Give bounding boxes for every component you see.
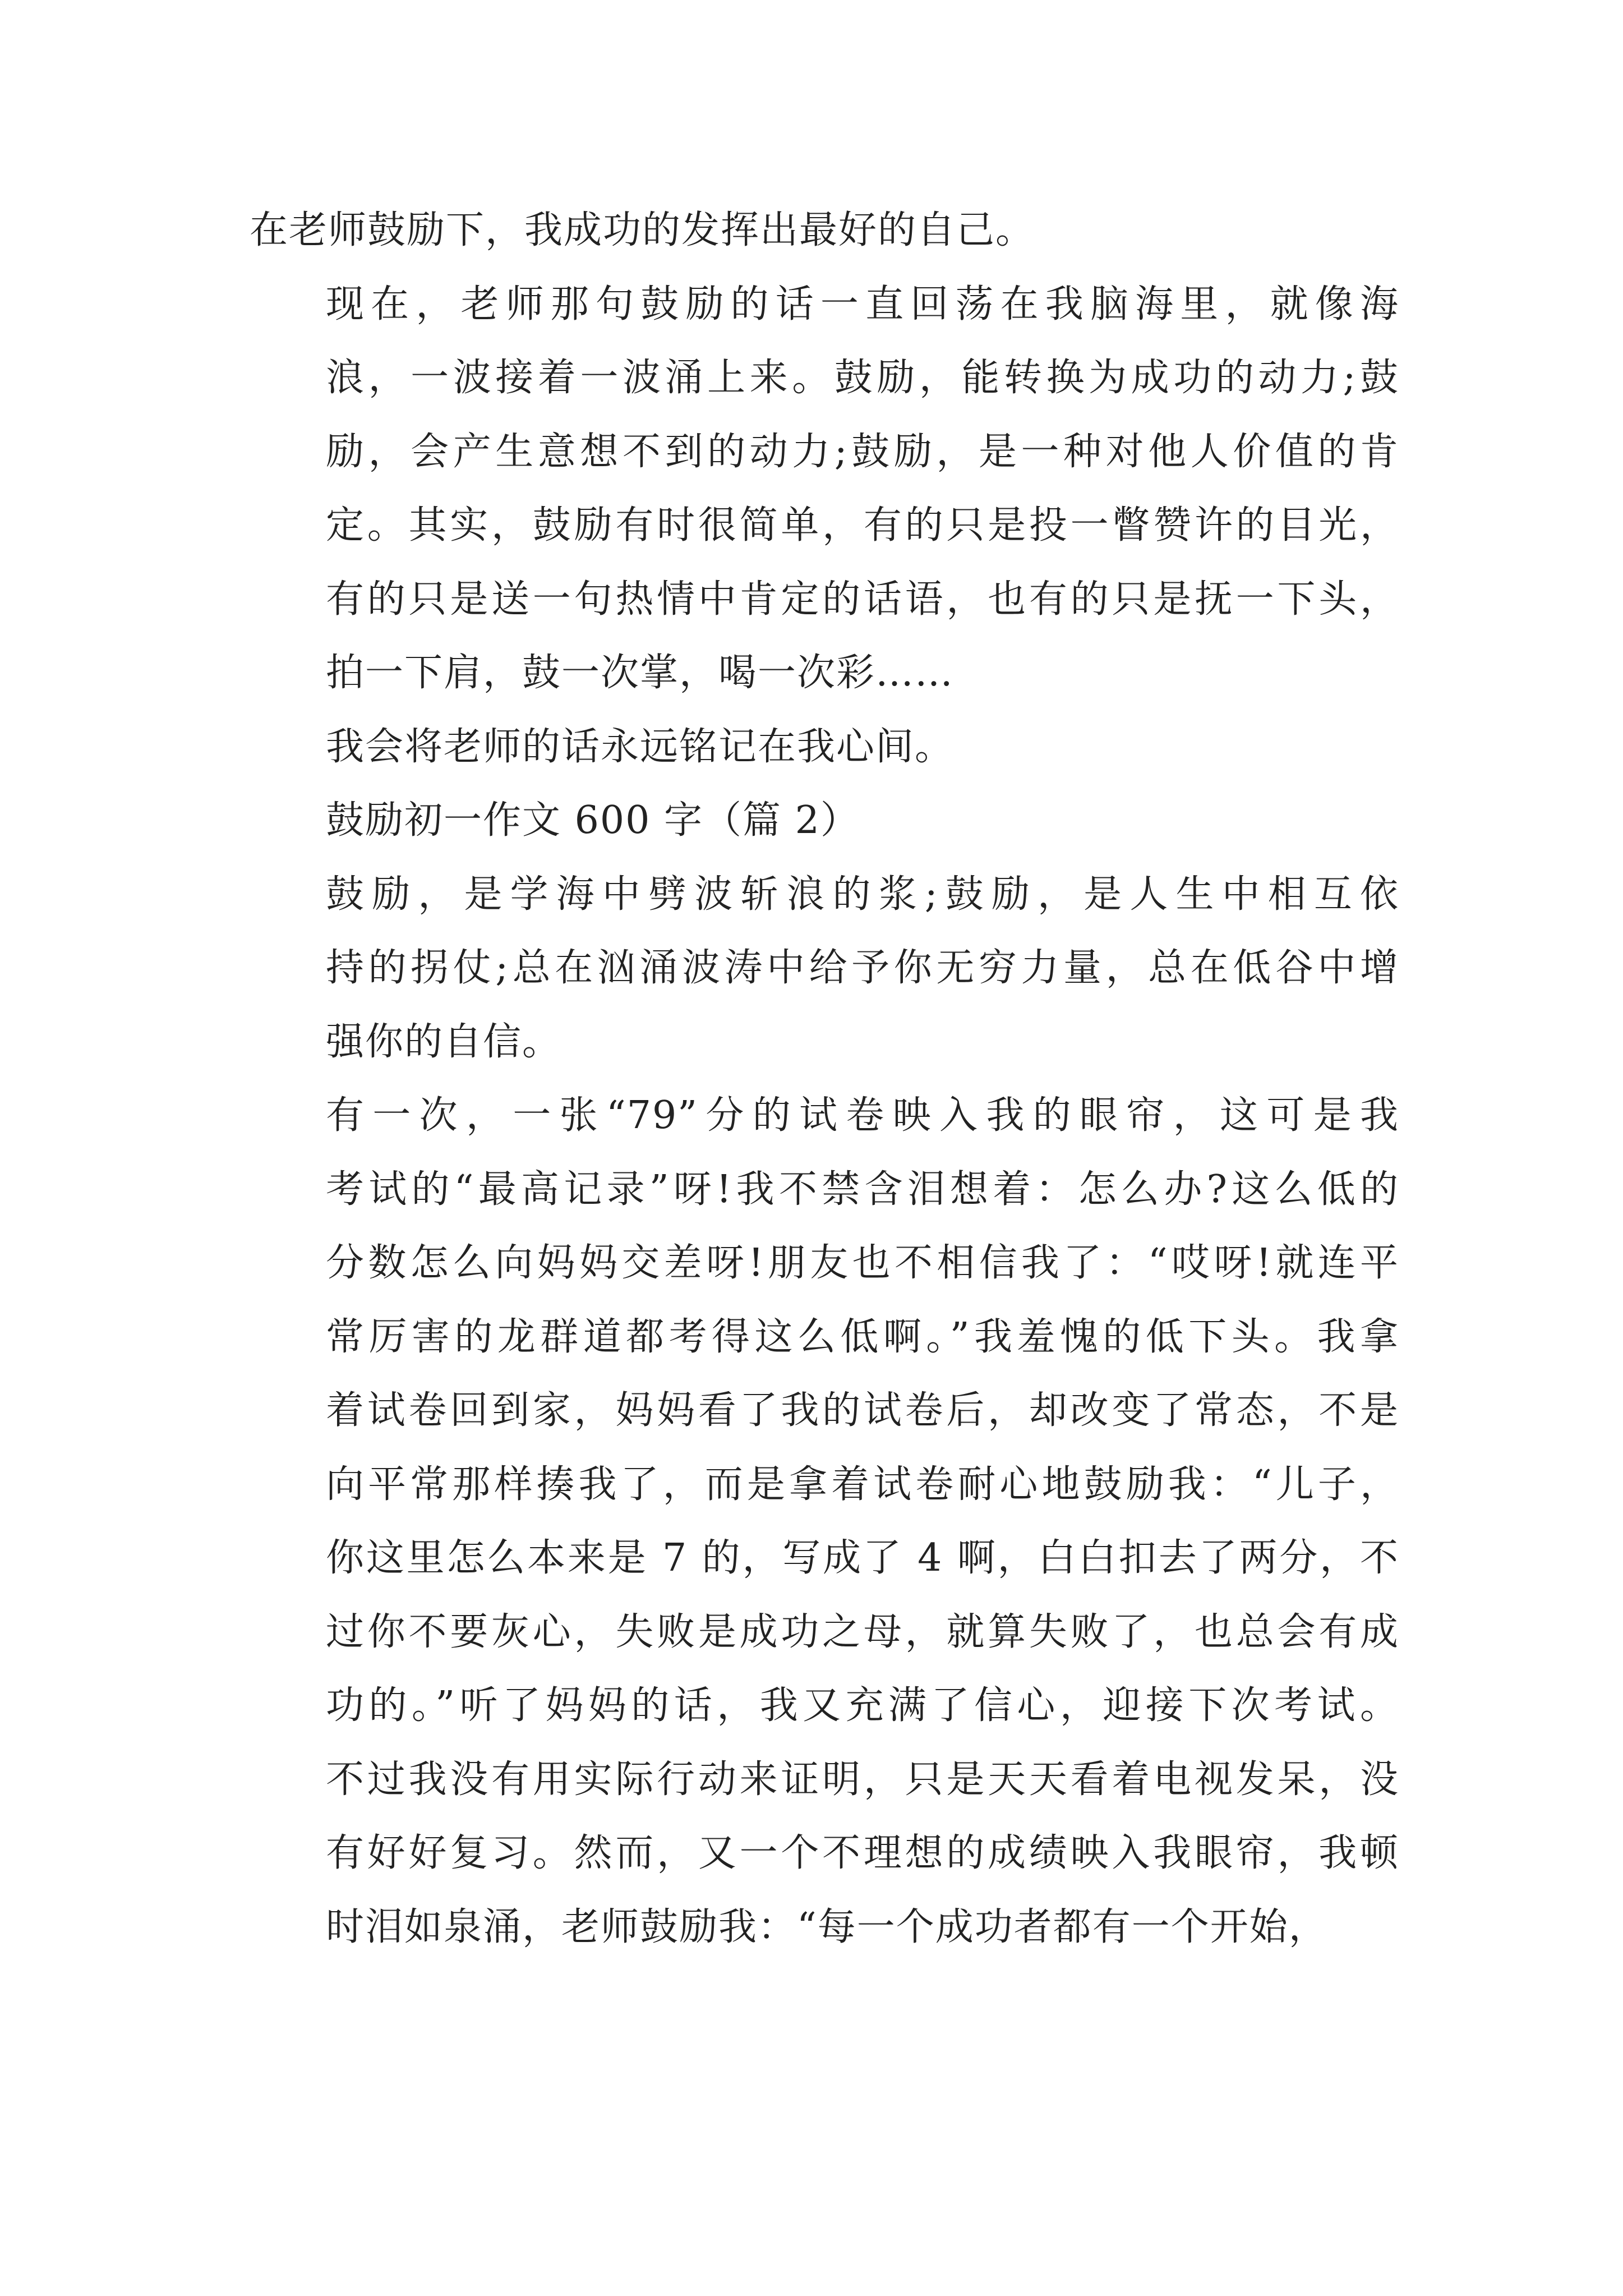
text-line: 有的只是送一句热情中肯定的话语，也有的只是抚一下头， (326, 577, 1399, 622)
text-line: 有一次，一张“79”分的试卷映入我的眼帘，这可是我 (326, 1093, 1399, 1138)
text-line: 持的拐仗;总在汹涌波涛中给予你无穷力量，总在低谷中增 (326, 946, 1399, 990)
text-line: 励，会产生意想不到的动力;鼓励，是一种对他人价值的肯 (326, 429, 1399, 474)
document-paragraph (250, 1079, 1399, 1964)
text-line: 分数怎么向妈妈交差呀!朋友也不相信我了：“哎呀!就连平 (326, 1241, 1399, 1285)
text-line: 拍一下肩，鼓一次掌，喝一次彩…… (326, 651, 955, 695)
document-paragraph (250, 784, 1399, 858)
text-line: 有好好复习。然而，又一个不理想的成绩映入我眼帘，我顿 (326, 1831, 1399, 1875)
text-line: 你这里怎么本来是 7 的，写成了 4 啊，白白扣去了两分，不 (326, 1536, 1399, 1580)
text-line: 常厉害的龙群道都考得这么低啊。”我羞愧的低下头。我拿 (326, 1314, 1399, 1359)
document-paragraph (250, 194, 1399, 268)
text-line: 强你的自信。 (326, 1019, 562, 1064)
text-line: 功的。”听了妈妈的话，我又充满了信心，迎接下次考试。 (326, 1683, 1399, 1728)
text-line: 浪，一波接着一波涌上来。鼓励，能转换为成功的动力;鼓 (326, 356, 1399, 400)
document-paragraph (250, 858, 1399, 1079)
text-line: 时泪如泉涌，老师鼓励我：“每一个成功者都有一个开始， (326, 1904, 1328, 1949)
text-line: 我会将老师的话永远铭记在我心间。 (326, 724, 955, 769)
text-line: 着试卷回到家，妈妈看了我的试卷后，却改变了常态，不是 (326, 1388, 1399, 1433)
text-line: 鼓励，是学海中劈波斩浪的浆;鼓励，是人生中相互依 (326, 872, 1399, 917)
text-line: 鼓励初一作文 600 字（篇 2） (326, 798, 860, 843)
text-line: 定。其实，鼓励有时很简单，有的只是投一瞥赞许的目光， (326, 503, 1399, 547)
text-line: 不过我没有用实际行动来证明，只是天天看着电视发呆，没 (326, 1757, 1399, 1802)
text-line: 过你不要灰心，失败是成功之母，就算失败了，也总会有成 (326, 1609, 1399, 1654)
document-body (250, 194, 1399, 1964)
text-line: 现在，老师那句鼓励的话一直回荡在我脑海里，就像海 (326, 282, 1399, 326)
text-line: 考试的“最高记录”呀!我不禁含泪想着：怎么办?这么低的 (326, 1167, 1399, 1212)
document-paragraph (250, 710, 1399, 784)
text-line: 在老师鼓励下，我成功的发挥出最好的自己。 (250, 208, 1035, 252)
document-paragraph (250, 268, 1399, 710)
text-line: 向平常那样揍我了，而是拿着试卷耐心地鼓励我：“儿子， (326, 1462, 1399, 1507)
